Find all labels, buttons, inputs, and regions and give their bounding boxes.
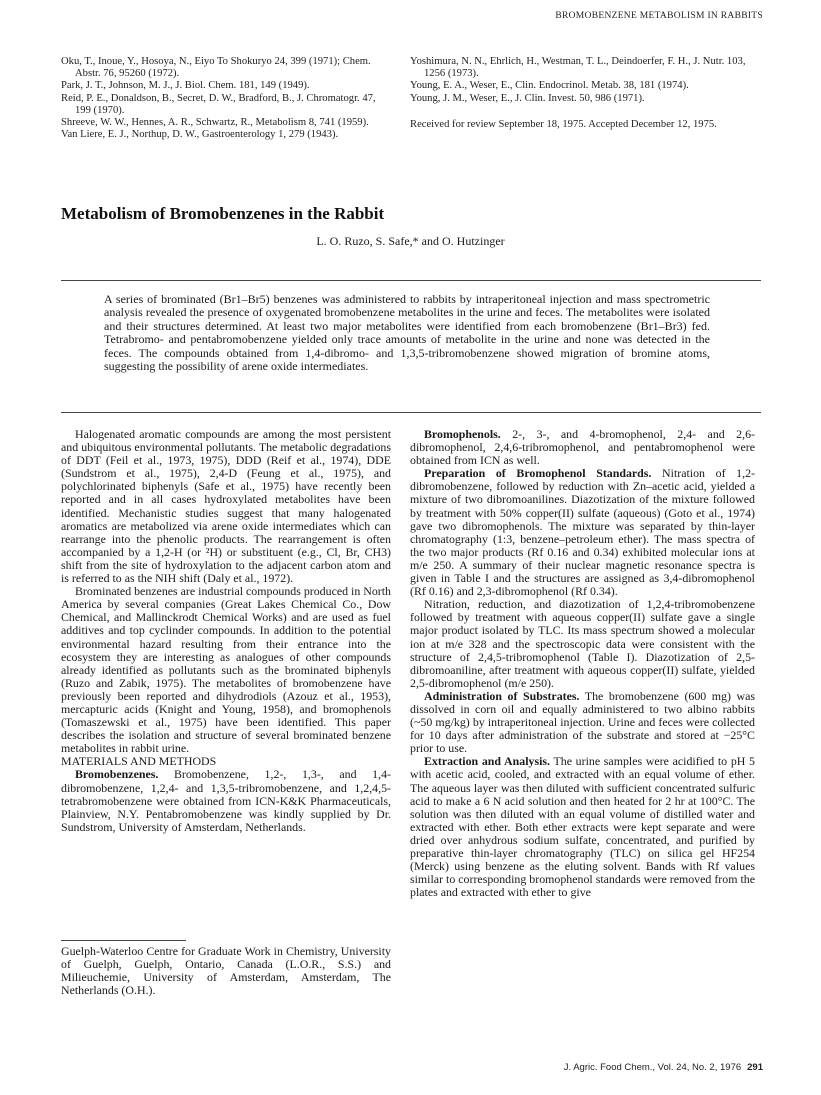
journal-citation: J. Agric. Food Chem., Vol. 24, No. 2, 1976: [563, 1062, 742, 1073]
subheading-preparation: Preparation of Bromophenol Standards.: [424, 466, 652, 481]
right-column: [410, 428, 755, 899]
preparation-text: Nitration of 1,2-dibromobenzene, followed by reduction with Zn–acetic acid, yielded a mixture of two dibromoanilines. Diazotization of the mixture followed by treatment with 50% copper(II) sulfate (aqueous) (Goto et al., 1974) gave two dibromophenols. The mixture was separated by thin-layer chromatography (1:3, benzene–petroleum ether). The mass spectra of the two major products (Rf 0.16 and 0.34) exhibited molecular ions at m/e 250. A summary of their nuclear magnetic resonance spectra is given in Table I and the structures are assigned as 3,4-dibromophenol (Rf 0.16) and 2,3-dibromophenol (Rf 0.34).: [410, 466, 755, 599]
author-list: L. O. Ruzo, S. Safe,* and O. Hutzinger: [316, 234, 505, 248]
received-date: Received for review September 18, 1975. Accepted December 12, 1975.: [410, 118, 717, 130]
bromobenzenes-text: Bromobenzene, 1,2-, 1,3-, and 1,4-dibromobenzene, 1,2,4- and 1,3,5-tribromobenzene, and 1,2,4,5-tetrabromobenzene were obtained from ICN-K&K Pharmaceuticals, Plainview, N.Y. Pentabromobenzene was kindly supplied by Dr. Sundstrom, University of Amsterdam, Netherlands.: [61, 767, 391, 834]
subheading-bromobenzenes: Bromobenzenes.: [75, 767, 159, 782]
footnote-rule: [61, 940, 186, 941]
intro-paragraph-2: Brominated benzenes are industrial compounds produced in North America by several companies (Great Lakes Chemical Co., Dow Chemical, and Mallinckrodt Chemical Works) and are used as fuel additives and top cyclinder compounds. In addition to the potential environmental hazard resulting from their entrance into the ecosystem they are interesting as analogues of other compounds already identified as pollutants such as the brominated biphenyls (Ruzo and Zabik, 1975). The metabolites of bromobenzene have previously been reported and dihydrodiols (Azouz et al., 1953), mercapturic acids (Knight and Young, 1958), and bromophenols (Tomaszewski et al., 1975) have been identified. This paper describes the isolation and structure of several brominated benzene metabolites in rabbit urine.: [61, 584, 392, 756]
intro-paragraph-1: Halogenated aromatic compounds are among the most persistent and ubiquitous environmental pollutants. The metabolic degradations of DDT (Feil et al., 1973, 1975), DDD (Reif et al., 1974), DDE (Sundstrom et al., 1975), 2,4-D (Feung et al., 1975), and polychlorinated biphenyls (Safe et al., 1975) have recently been reported and in all cases hydroxylated metabolites have been identified. Mechanistic studies suggest that many halogenated aromatics are metabolized via arene oxide intermediates which can rearrange into the phenolic products. The rearrangement is often accompanied by a 1,2-H (or ²H) or substituent (e.g., Cl, Br, CH3) shift from the site of hydroxylation to the adjacent carbon atom and is referred to as the NIH shift (Daly et al., 1972).: [61, 427, 391, 586]
preparation-paragraph: [410, 467, 755, 598]
nitration-paragraph: Nitration, reduction, and diazotization of 1,2,4-tribromobenzene followed by treatment with aqueous copper(II) sulfate gave a single major product isolated by TLC. Its mass spectrum showed a molecular ion at m/e 328 and the spectroscopic data were consistent with the structure of 2,4,5-tribromophenol (Table I). Diazotization of 2,5-dibromoaniline, after treatment with aqueous copper(II) sulfate, yielded 2,5-dibromophenol (m/e 250).: [410, 597, 755, 690]
subheading-extraction: Extraction and Analysis.: [424, 754, 550, 769]
reference-item: Young, E. A., Weser, E., Clin. Endocrinol. Metab. 38, 181 (1974).: [410, 80, 689, 92]
references-right: [410, 56, 755, 131]
extraction-paragraph: [410, 755, 755, 899]
running-head: BROMOBENZENE METABOLISM IN RABBITS: [555, 11, 763, 21]
subheading-bromophenols: Bromophenols.: [424, 427, 501, 441]
affiliation-footnote: Guelph-Waterloo Centre for Graduate Work in Chemistry, University of Guelph, Guelph, Ontario, Canada (L.O.R., S.S.) and Milieuchemie, University of Amsterdam, Amsterdam, The Netherlands (O.H.).: [61, 944, 391, 998]
article-title: Metabolism of Bromobenzenes in the Rabbit: [61, 204, 385, 223]
reference-item: Young, J. M., Weser, E., J. Clin. Invest. 50, 986 (1971).: [410, 92, 645, 104]
bromophenols-paragraph: [410, 428, 755, 467]
reference-item: Park, J. T., Johnson, M. J., J. Biol. Chem. 181, 149 (1949).: [61, 80, 310, 92]
reference-item: Reid, P. E., Donaldson, B., Secret, D. W., Bradford, B., J. Chromatogr. 47, 199 (1970).: [61, 92, 376, 116]
subheading-administration: Administration of Substrates.: [424, 688, 580, 703]
page-footer: [564, 1062, 763, 1073]
administration-text: The bromobenzene (600 mg) was dissolved in corn oil and equally administered to two albino rabbits (~50 mg/kg) by intraperitoneal injection. Urine and feces were collected for 10 days after administration of the substrate and stored at −25°C prior to use.: [410, 688, 756, 756]
extraction-text: The urine samples were acidified to pH 5 with acetic acid, cooled, and extracted with an equal volume of ether. The aqueous layer was then diluted with sufficient concentrated sulfuric acid to make a 6 N acid solution and then heated for 2 hr at 100°C. The solution was then diluted with an equal volume of distilled water and extracted with ether. Both ether extracts were kept separate and were dried over anhydrous sodium sulfate, concentrated, and purified by preparative thin-layer chromatography (TLC) on silica gel HF254 (Merck) using benzene as the eluting solvent. Bands with Rf values similar to corresponding bromophenol standards were removed from the plates and extracted with ether to give: [410, 754, 755, 900]
reference-item: Shreeve, W. W., Hennes, A. R., Schwartz, R., Metabolism 8, 741 (1959).: [61, 117, 369, 129]
bromophenols-text: 2-, 3-, and 4-bromophenol, 2,4- and 2,6-dibromophenol, 2,4,6-tribromophenol, and pentabromophenol were obtained from ICN as well.: [410, 427, 755, 468]
left-column: [61, 428, 391, 834]
reference-item: Oku, T., Inoue, Y., Hosoya, N., Eiyo To Shokuryo 24, 399 (1971); Chem. Abstr. 76, 95260 (1972).: [61, 56, 371, 80]
bromobenzenes-paragraph: [61, 768, 391, 833]
page-number: 291: [747, 1062, 763, 1073]
abstract: A series of brominated (Br1–Br5) benzenes was administered to rabbits by intraperitoneal injection and mass spectrometric analysis revealed the presence of oxygenated bromobenzene metabolites in the urine and feces. The metabolites were isolated and their structures determined. At least two major metabolites were identified from each bromobenzene (Br1–Br3) fed. Tetrabromo- and pentabromobenzene yielded only trace amounts of metabolite in the urine and none was detected in the feces. The compounds obtained from 1,4-dibromo- and 1,3,5-tribromobenzene showed migration of bromine atoms, suggesting the possibility of arene oxide intermediates.: [104, 292, 710, 374]
references-left: [61, 56, 391, 141]
abstract-top-rule: [61, 280, 761, 281]
reference-item: Van Liere, E. J., Northup, D. W., Gastroenterology 1, 279 (1943).: [61, 129, 339, 141]
reference-item: Yoshimura, N. N., Ehrlich, H., Westman, T. L., Deindoerfer, F. H., J. Nutr. 103, 1256 (1973).: [410, 56, 746, 80]
section-heading: MATERIALS AND METHODS: [61, 754, 217, 769]
abstract-bottom-rule: [61, 412, 761, 413]
administration-paragraph: [410, 690, 755, 755]
